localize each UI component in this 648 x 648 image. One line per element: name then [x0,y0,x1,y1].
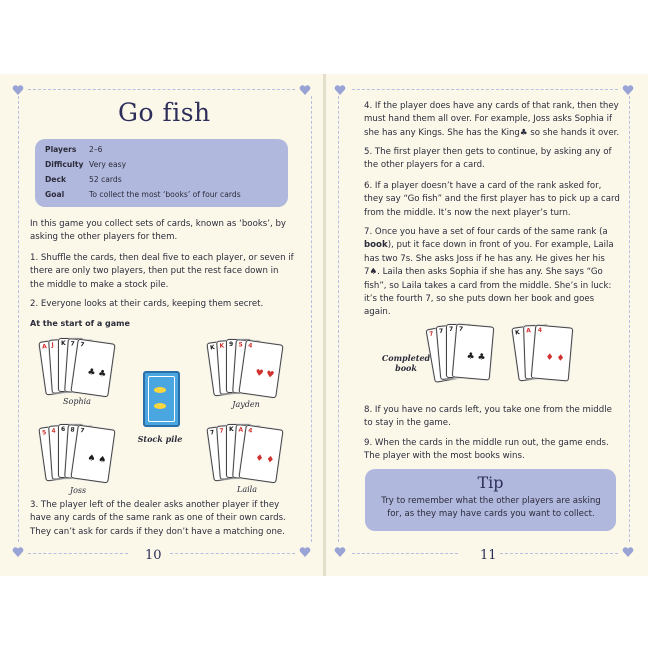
right-inner-border [338,96,339,542]
player-caption: Laila [237,485,257,494]
tip-box [365,469,616,531]
card: A [232,424,262,480]
page-number: 11 [480,548,497,563]
card: A [523,325,551,380]
info-key: Difficulty [45,160,84,169]
heart-icon [334,546,346,558]
step-8: 8. If you have no cards left, you take one from the middle to stay in the game. [364,405,612,429]
completed-book-caption: Completed book [381,353,431,373]
card: K [511,324,544,381]
info-row-goal [45,189,241,201]
info-row-deck [45,174,122,186]
stock-pile-caption: Stock pile [137,434,183,444]
left-outer-border [18,96,19,542]
page-title: Go fish [118,98,211,127]
info-key: Players [45,145,77,154]
left-top-border [28,89,295,90]
card: K [58,338,84,392]
fish-icon [154,403,166,409]
step-5: 5. The first player then gets to continue, by asking any of the other players for a card. [364,147,612,171]
card: 7 [64,338,94,394]
card: 7 ♠ ♠ [70,425,115,484]
card: 5 [38,424,71,481]
step-3: 3. The player left of the dealer asks another player if they have any cards of the same rank as one of their own cards. They can’t ask for cards if they don’t have a matching one. [30,500,286,537]
card: 9 [226,339,252,393]
card: 7 [446,324,472,378]
heart-icon [12,84,24,96]
left-bottom-border-b [170,553,295,554]
step-7 [364,226,622,320]
card: K [206,339,239,396]
right-top-border [352,89,618,90]
card: 4 ♦ ♦ [531,324,574,381]
card: 4 [48,424,78,480]
card: 4 ♥ ♥ [238,340,283,399]
stock-pile-card [143,371,180,427]
info-value: To collect the most ‘books’ of four cards [89,190,241,199]
step-6: 6. If a player doesn’t have a card of the rank asked for, they say “Go fish” and the first player has to pick up a card from the middle. It’s now the next player’s turn. [364,181,620,218]
info-value: 2–6 [89,145,103,154]
start-heading: At the start of a game [30,319,130,328]
step-7-text-b: ), put it face down in front of you. For example, Laila has two 7s. She asks Joss if he has any. He gives her his 7♠. Laila then asks Sophia if she has any. She says “Go fish”, so Laila takes a card from the middle. She’s in luck: it’s the fourth 7, so she puts down her book and goes again. [364,240,614,318]
step-4: 4. If the player does have any cards of that rank, then they must hand them all over. For example, Joss asks Sophia if she has any Kings. She has the King♣ so she hands it over. [364,101,620,138]
card: 5 [232,339,262,395]
card: K [226,424,252,478]
card: 7 [206,424,239,481]
player-caption: Joss [69,486,87,495]
step-2: 2. Everyone looks at their cards, keeping them secret. [30,299,264,309]
card: 6 [58,424,84,478]
intro-paragraph: In this game you collect sets of cards, known as ‘books’, by asking the other players for them. [30,219,287,243]
left-inner-border [311,96,312,542]
info-key: Deck [45,175,67,184]
player-caption: Jayden [232,400,260,409]
card: 7 [436,324,467,380]
card: 8 [64,424,94,480]
heart-icon [622,546,634,558]
step-9: 9. When the cards in the middle run out, the game ends. The player with the most books wins. [364,438,609,462]
card: 4 ♦ ♦ [238,425,283,484]
page-number: 10 [145,548,162,563]
right-bottom-border-b [500,553,618,554]
heart-icon [299,546,311,558]
card: A [38,338,71,395]
tip-text: Try to remember what the other players are asking for, as they may have cards you want to collect. [381,496,601,520]
step-7-text-a: 7. Once you have a set of four cards of the same rank (a [364,227,608,237]
heart-icon [12,546,24,558]
right-bottom-border-a [352,553,458,554]
card: J [48,338,78,394]
info-row-players [45,144,102,156]
card: K [216,339,246,395]
heart-icon [299,84,311,96]
player-caption: Sophia [63,397,91,406]
info-value: Very easy [89,160,127,169]
card: 7 ♣ ♣ [70,339,115,398]
step-1: 1. Shuffle the cards, then deal five to each player, or seven if there are only two players, then put the rest face down in the middle to make a stock pile. [30,253,294,290]
step-7-book-term: book [364,240,388,251]
left-bottom-border-a [28,553,128,554]
heart-icon [334,84,346,96]
info-value: 52 cards [89,175,122,184]
card: 7 [426,325,461,383]
card: 7 [216,424,246,480]
info-box [35,139,288,207]
right-outer-border [629,96,630,542]
info-key: Goal [45,190,65,199]
info-row-difficulty [45,159,126,171]
tip-title: Tip [477,473,504,492]
fish-icon [154,387,166,393]
card: 7 ♣ ♣ [452,323,495,380]
heart-icon [622,84,634,96]
